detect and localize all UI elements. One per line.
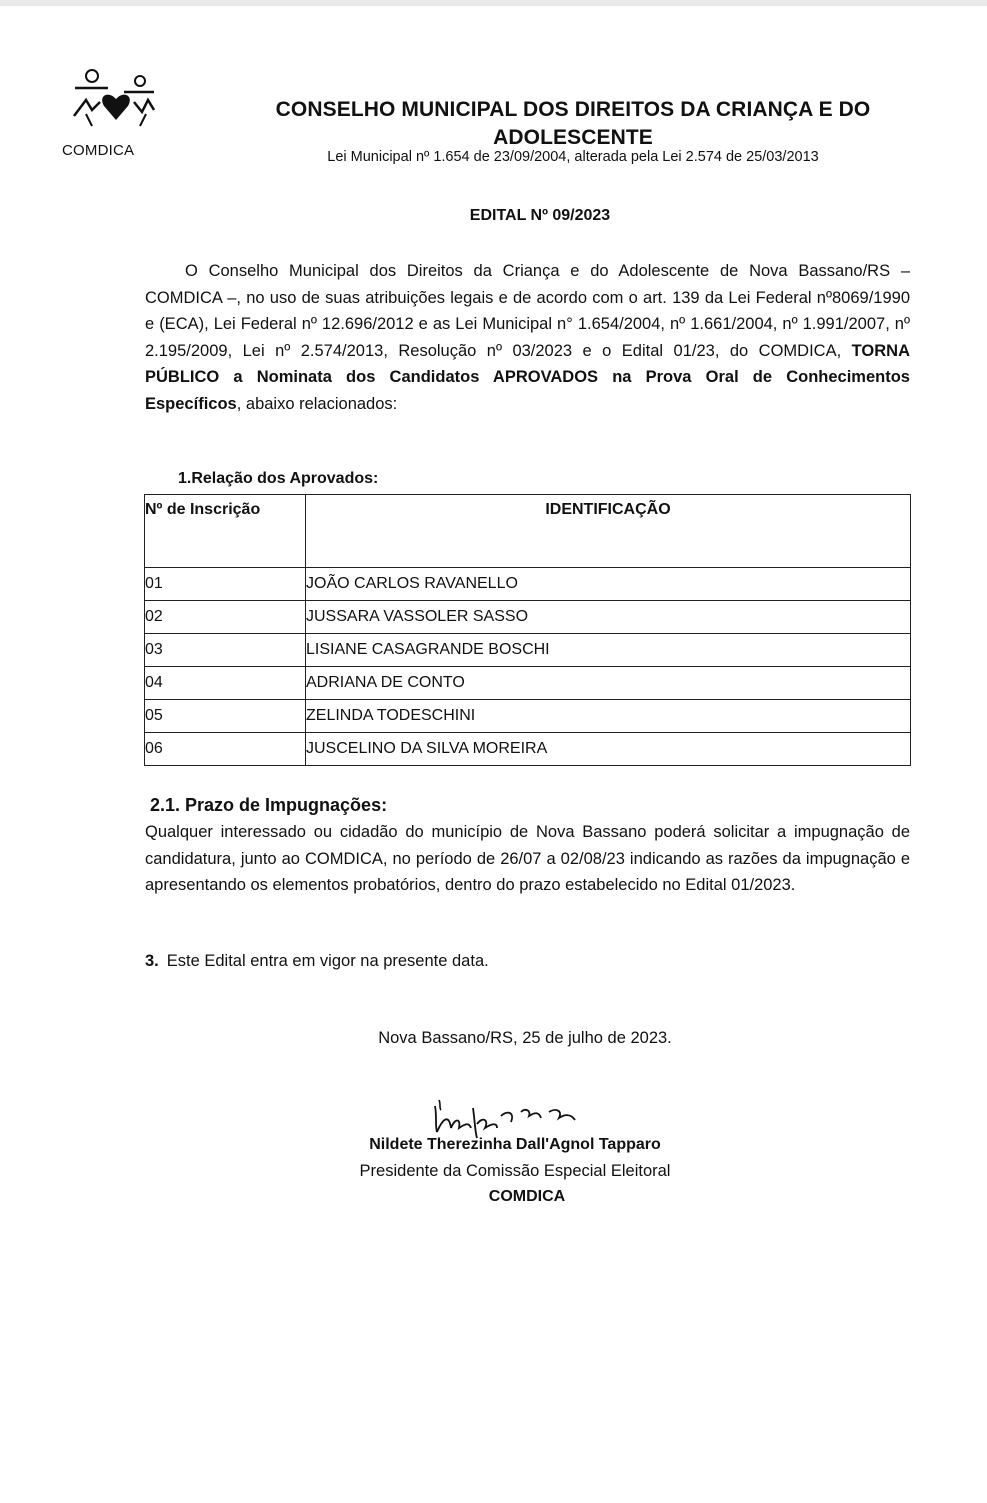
registration-number: 06: [145, 733, 306, 766]
candidate-name: ZELINDA TODESCHINI: [306, 700, 911, 733]
effective-date-clause: [145, 952, 489, 971]
table-row: [145, 601, 911, 634]
candidate-name: JOÃO CARLOS RAVANELLO: [306, 568, 911, 601]
clause-number: 3.: [145, 952, 159, 970]
organization-law-reference: Lei Municipal nº 1.654 de 23/09/2004, alterada pela Lei 2.574 de 25/03/2013: [327, 149, 819, 165]
edital-title: EDITAL Nº 09/2023: [469, 207, 611, 224]
intro-text: O Conselho Municipal dos Direitos da Criança e do Adolescente de Nova Bassano/RS – COMDICA –, no uso de suas atribuições legais e de acordo com o art. 139 da Lei Federal nº8069/1990 e (ECA), Lei Federal nº 12.696/2012 e as Lei Municipal n° 1.654/2004, nº 1.661/2004, nº 1.991/2007, nº 2.195/2009, Lei nº 2.574/2013, Resolução nº 03/2023 e o Edital 01/23, do COMDICA,: [145, 262, 910, 360]
signer-name: Nildete Therezinha Dall'Agnol Tapparo: [369, 1136, 661, 1153]
approved-candidates-table: [144, 494, 911, 766]
table-header-row: [145, 495, 911, 568]
candidate-name: JUSSARA VASSOLER SASSO: [306, 601, 911, 634]
signer-organization: COMDICA: [488, 1188, 566, 1205]
table-row: [145, 634, 911, 667]
objection-period-text: Qualquer interessado ou cidadão do município de Nova Bassano poderá solicitar a impugnação de candidatura, junto ao COMDICA, no período de 26/07 a 02/08/23 indicando as razões da impugnação e apresentando os elementos probatórios, dentro do prazo estabelecido no Edital 01/2023.: [145, 823, 910, 894]
registration-number: 02: [145, 601, 306, 634]
registration-number: 04: [145, 667, 306, 700]
table-row: [145, 733, 911, 766]
registration-number: 05: [145, 700, 306, 733]
organization-title: CONSELHO MUNICIPAL DOS DIREITOS DA CRIANÇA E DO ADOLESCENTE: [275, 98, 871, 149]
candidate-name: JUSCELINO DA SILVA MOREIRA: [306, 733, 911, 766]
clause-text: Este Edital entra em vigor na presente data.: [166, 952, 489, 970]
table-row: [145, 667, 911, 700]
candidate-name: LISIANE CASAGRANDE BOSCHI: [306, 634, 911, 667]
comdica-logo: [62, 66, 162, 166]
logo-text: COMDICA: [62, 142, 135, 159]
signer-role: Presidente da Comissão Especial Eleitoral: [359, 1162, 671, 1180]
intro-paragraph: [145, 258, 910, 417]
objection-period-title: 2.1. Prazo de Impugnações:: [150, 795, 388, 815]
header-registration-number: Nº de Inscrição: [145, 495, 306, 568]
intro-connector: na: [598, 368, 646, 386]
candidate-name: ADRIANA DE CONTO: [306, 667, 911, 700]
header-identification: IDENTIFICAÇÃO: [306, 495, 911, 568]
comdica-logo-icon: [62, 66, 162, 142]
registration-number: 03: [145, 634, 306, 667]
place-and-date: Nova Bassano/RS, 25 de julho de 2023.: [378, 1029, 672, 1047]
registration-number: 01: [145, 568, 306, 601]
table-row: [145, 700, 911, 733]
approved-list-title: 1.Relação dos Aprovados:: [178, 470, 379, 487]
top-bar: [0, 0, 987, 6]
intro-ending: , abaixo relacionados:: [236, 394, 398, 413]
intro-bold-announcement: TORNA PÚBLICO a Nominata dos Candidatos APROVADOS: [145, 341, 910, 386]
table-row: [145, 568, 911, 601]
intro-bold-exam: Prova Oral de Conhecimentos Específicos: [145, 368, 910, 413]
